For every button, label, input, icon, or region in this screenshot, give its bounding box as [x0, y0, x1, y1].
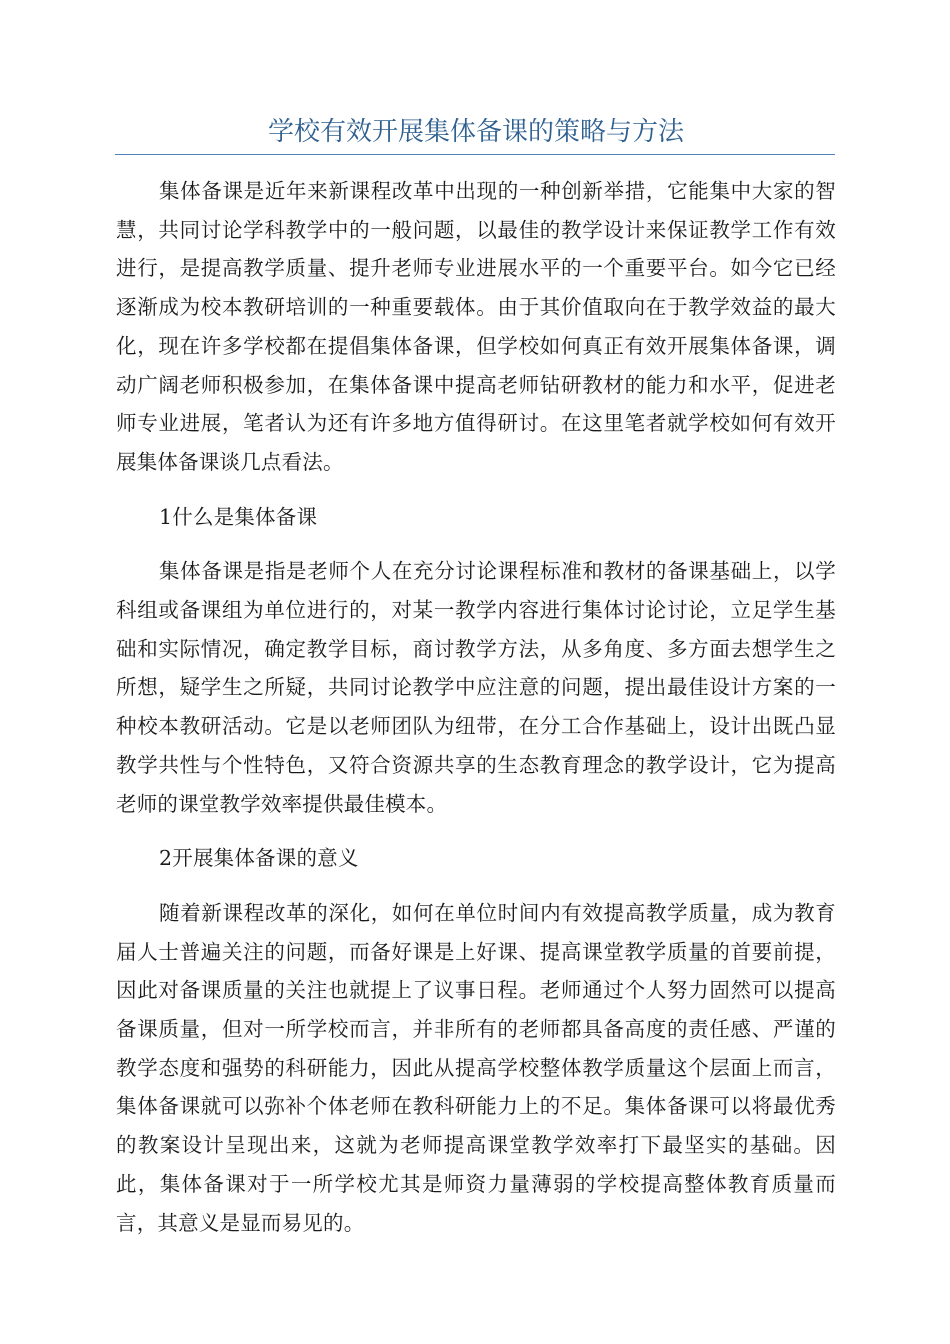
title-underline [115, 154, 835, 155]
document-body [116, 172, 836, 1258]
section-heading-1: 1什么是集体备课 [159, 504, 318, 529]
page-title: 学校有效开展集体备课的策略与方法 [267, 117, 684, 147]
intro-paragraph: 集体备课是近年来新课程改革中出现的一种创新举措，它能集中大家的智慧，共同讨论学科教学中的一般问题，以最佳的教学设计来保证教学工作有效进行，是提高教学质量、提升老师专业进展水平的一个重要平台。如今它已经逐渐成为校本教研培训的一种重要载体。由于其价值取向在于教学效益的最大化，现在许多学校都在提倡集体备课，但学校如何真正有效开展集体备课，调动广阔老师积极参加，在集体备课中提高老师钻研教材的能力和水平，促进老师专业进展，笔者认为还有许多地方值得研讨。在这里笔者就学校如何有效开展集体备课谈几点看法。 [116, 179, 836, 474]
section-1-paragraph: 集体备课是指是老师个人在充分讨论课程标准和教材的备课基础上，以学科组或备课组为单位进行的，对某一教学内容进行集体讨论讨论，立足学生基础和实际情况，确定教学目标，商讨教学方法，从多角度、多方面去想学生之所想，疑学生之所疑，共同讨论教学中应注意的问题，提出最佳设计方案的一种校本教研活动。它是以老师团队为纽带，在分工合作基础上，设计出既凸显教学共性与个性特色，又符合资源共享的生态教育理念的教学设计，它为提高老师的课堂教学效率提供最佳模本。 [116, 559, 836, 816]
section-2-paragraph: 随着新课程改革的深化，如何在单位时间内有效提高教学质量，成为教育届人士普遍关注的问题，而备好课是上好课、提高课堂教学质量的首要前提，因此对备课质量的关注也就提上了议事日程。老师通过个人努力固然可以提高备课质量，但对一所学校而言，并非所有的老师都具备高度的责任感、严谨的教学态度和强势的科研能力，因此从提高学校整体教学质量这个层面上而言，集体备课就可以弥补个体老师在教科研能力上的不足。集体备课可以将最优秀的教案设计呈现出来，这就为老师提高课堂教学效率打下最坚实的基础。因此，集体备课对于一所学校尤其是师资力量薄弱的学校提高整体教育质量而言，其意义是显而易见的。 [116, 900, 836, 1235]
section-heading-2: 2开展集体备课的意义 [159, 846, 359, 871]
